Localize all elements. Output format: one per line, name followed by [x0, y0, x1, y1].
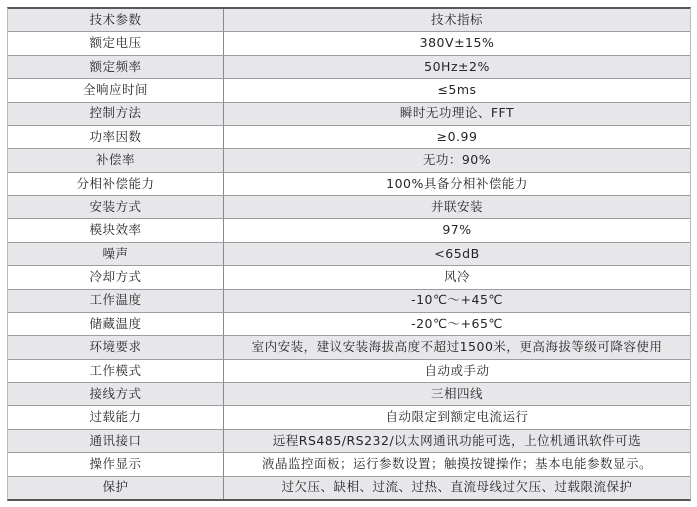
- table-row: [8, 313, 690, 336]
- table-row: [8, 126, 690, 149]
- row-param-label: 额定电压: [8, 32, 224, 54]
- row-value-text: 100%具备分相补偿能力: [386, 175, 528, 191]
- row-param-label: 模块效率: [8, 219, 224, 241]
- row-param-label: 全响应时间: [8, 79, 224, 101]
- row-value-text: 过欠压、缺相、过流、过热、直流母线过欠压、过载限流保护: [281, 479, 633, 495]
- row-value-text: 液晶监控面板；运行参数设置；触摸按键操作；基本电能参数显示。: [261, 456, 652, 472]
- table-row: [8, 266, 690, 289]
- row-param-label: 噪声: [8, 243, 224, 265]
- row-param-label: 环境要求: [8, 336, 224, 358]
- table-row: [8, 336, 690, 359]
- row-param-label: 过载能力: [8, 406, 224, 428]
- row-param-label: 接线方式: [8, 383, 224, 405]
- table-row: [8, 290, 690, 313]
- table-row: [8, 477, 690, 499]
- row-param-label: 补偿率: [8, 149, 224, 171]
- table-row: [8, 103, 690, 126]
- row-param-label: 保护: [8, 477, 224, 499]
- table-row: [8, 406, 690, 429]
- row-param-label: 功率因数: [8, 126, 224, 148]
- table-row: [8, 196, 690, 219]
- row-value-text: 室内安装，建议安装海拔高度不超过1500米，更高海拔等级可降容使用: [251, 339, 663, 355]
- technical-spec-table: [7, 7, 691, 501]
- row-value-text: 自动或手动: [424, 362, 490, 378]
- table-row: [8, 383, 690, 406]
- row-param-label: 操作显示: [8, 453, 224, 475]
- table-header-row: [8, 9, 690, 32]
- row-param-label: 安装方式: [8, 196, 224, 218]
- row-value-text: 瞬时无功理论、FFT: [399, 105, 515, 121]
- table-row: [8, 149, 690, 172]
- row-value-text: <65dB: [434, 245, 480, 261]
- row-value-text: -10℃～+45℃: [411, 292, 503, 308]
- row-value-text: 无功：90%: [422, 152, 492, 168]
- row-value-text: 并联安装: [430, 198, 483, 214]
- row-param-label: 工作温度: [8, 290, 224, 312]
- table-row: [8, 173, 690, 196]
- table-row: [8, 360, 690, 383]
- table-row: [8, 79, 690, 102]
- row-value-text: 远程RS485/RS232/以太网通讯功能可选，上位机通讯软件可选: [272, 432, 642, 448]
- table-row: [8, 430, 690, 453]
- row-param-label: 通讯接口: [8, 430, 224, 452]
- row-param-label: 工作模式: [8, 360, 224, 382]
- row-value-text: ≤5ms: [437, 82, 477, 98]
- row-value-text: 三相四线: [430, 385, 483, 401]
- column-header-param: 技术参数: [8, 9, 224, 31]
- row-param-label: 额定频率: [8, 56, 224, 78]
- row-value-text: 自动限定到额定电流运行: [385, 409, 529, 425]
- column-header-value: 技术指标: [430, 11, 483, 27]
- row-param-label: 冷却方式: [8, 266, 224, 288]
- row-value-text: 380V±15%: [419, 35, 495, 51]
- table-row: [8, 56, 690, 79]
- table-row: [8, 219, 690, 242]
- row-param-label: 控制方法: [8, 103, 224, 125]
- row-value-text: -20℃～+65℃: [411, 315, 503, 331]
- table-row: [8, 453, 690, 476]
- row-param-label: 储藏温度: [8, 313, 224, 335]
- table-row: [8, 243, 690, 266]
- row-param-label: 分相补偿能力: [8, 173, 224, 195]
- row-value-text: 风冷: [443, 269, 470, 285]
- table-row: [8, 32, 690, 55]
- row-value-text: ≥0.99: [436, 128, 478, 144]
- row-value-text: 50Hz±2%: [424, 58, 490, 74]
- row-value-text: 97%: [442, 222, 472, 238]
